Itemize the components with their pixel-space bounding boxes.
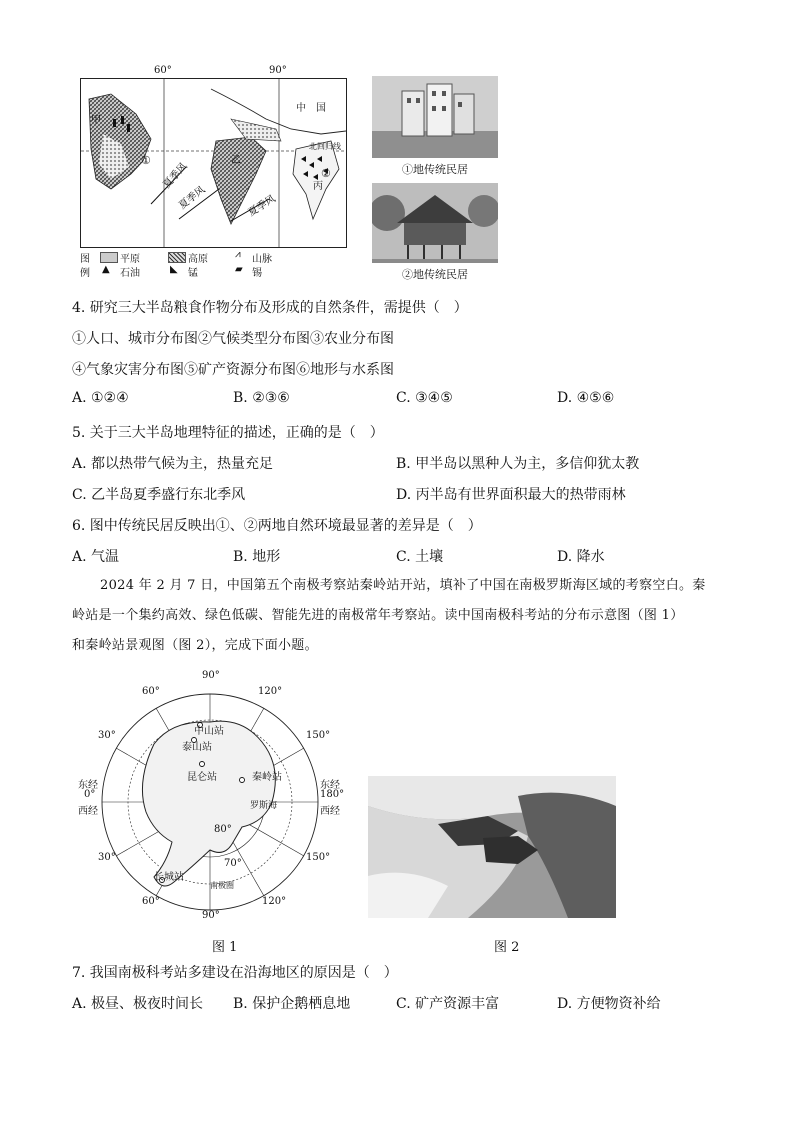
polar-label-150-bottom-right: 150° (306, 852, 331, 863)
plain-swatch (100, 252, 118, 263)
photo-2-caption: ②地传统民居 (402, 268, 468, 281)
label-bing: 丙 (313, 181, 323, 192)
ross-sea-label: 罗斯海 (250, 801, 278, 811)
lon-60-label: 60° (154, 65, 172, 76)
qinling-station-photo (368, 776, 616, 918)
polar-label-30-bottom-left: 30° (98, 852, 116, 863)
fig1-caption: 图 1 (212, 940, 238, 955)
wind-label-2: 夏季风 (177, 184, 208, 212)
photo-1-caption: ①地传统民居 (402, 163, 468, 176)
q5-stem: 5. 关于三大半岛地理特征的描述，正确的是（ ） (72, 425, 384, 441)
q6-option-a[interactable]: A. 气温 (72, 549, 120, 565)
legend-li: 例 (80, 268, 90, 279)
label-site-2: ② (321, 167, 331, 180)
kunlun-station-marker (200, 762, 205, 767)
q5-option-d[interactable]: D. 丙半岛有世界面积最大的热带雨林 (396, 487, 626, 503)
zhongshan-station-label: 中山站 (194, 726, 224, 737)
q4-option-d[interactable]: D. ④⑤⑥ (557, 390, 615, 406)
polar-label-30-left: 30° (98, 730, 116, 741)
map-legend (80, 250, 350, 280)
q7-option-d[interactable]: D. 方便物资补给 (557, 996, 661, 1012)
label-jia: 甲 (91, 115, 101, 126)
polar-label-90-bottom: 90° (202, 910, 220, 921)
passage-line-1: 2024 年 2 月 7 日，中国第五个南极考察站秦岭站开站，填补了中国在南极罗斯海区域的考察空白。秦 (100, 578, 706, 593)
legend-plateau: 高原 (188, 254, 208, 265)
polar-label-zero: 0° (84, 789, 96, 800)
changcheng-station-label: 长城站 (154, 872, 184, 883)
polar-label-120-top: 120° (258, 686, 283, 697)
q6-option-c[interactable]: C. 土壤 (396, 549, 444, 565)
antarctic-station-map (78, 670, 354, 922)
legend-plain: 平原 (120, 254, 140, 265)
q7-option-b[interactable]: B. 保护企鹅栖息地 (233, 996, 351, 1012)
q4-line2: ④气象灾害分布图⑤矿产资源分布图⑥地形与水系图 (72, 362, 394, 378)
wind-label-3: 夏季风 (246, 193, 278, 219)
q6-option-b[interactable]: B. 地形 (233, 549, 281, 565)
qinling-station-label: 秦岭站 (252, 772, 282, 783)
latitude-80-label: 80° (214, 824, 232, 835)
q7-option-c[interactable]: C. 矿产资源丰富 (396, 996, 500, 1012)
tropic-label: 北回归线 (309, 142, 341, 151)
qinling-station-marker (240, 778, 245, 783)
south-asia-peninsula-map (80, 65, 347, 248)
taishan-station-label: 泰山站 (182, 742, 212, 753)
plateau-swatch (168, 252, 186, 263)
polar-label-west-right: 西经 (320, 806, 340, 817)
passage-line-2: 岭站是一个集约高效、绿色低碳、智能先进的南极常年考察站。读中国南极科考站的分布示意图（图 1） (72, 608, 684, 623)
polar-label-120-bottom: 120° (262, 896, 287, 907)
q7-stem: 7. 我国南极科考站多建设在沿海地区的原因是（ ） (72, 965, 398, 981)
lon-90-label: 90° (269, 65, 287, 76)
label-yi: 乙 (231, 155, 241, 166)
q6-option-d[interactable]: D. 降水 (557, 549, 605, 565)
photo-dwelling-2 (372, 183, 498, 263)
q5-option-b[interactable]: B. 甲半岛以黑种人为主，多信仰犹太教 (396, 456, 640, 472)
oil-icon: ▲ (102, 264, 110, 275)
wind-label-1: 夏季风 (161, 161, 190, 191)
mountain-icon: ⩘ (235, 249, 241, 260)
q4-option-b[interactable]: B. ②③⑥ (233, 390, 290, 406)
polar-label-east-right: 东经 (320, 780, 340, 791)
polar-label-90-top: 90° (202, 670, 220, 681)
q4-option-a[interactable]: A. ①②④ (72, 390, 129, 406)
fig2-caption: 图 2 (494, 940, 520, 955)
legend-tin: 锡 (252, 268, 262, 279)
legend-tu: 图 (80, 254, 90, 265)
legend-mountain: 山脉 (252, 254, 272, 265)
polar-label-west-left: 西经 (78, 806, 98, 817)
polar-label-60-bottom: 60° (142, 896, 160, 907)
legend-manganese: 锰 (188, 268, 198, 279)
latitude-70-label: 70° (224, 858, 242, 869)
china-label: 中 国 (296, 103, 326, 114)
antarctic-circle-label: 南极圈 (210, 881, 234, 890)
arabian-peninsula (89, 94, 151, 189)
kunlun-station-label: 昆仑站 (187, 772, 217, 783)
label-site-1: ① (141, 154, 151, 167)
manganese-icon: ◣ (170, 264, 178, 275)
passage-line-3: 和秦岭站景观图（图 2），完成下面小题。 (72, 638, 318, 653)
q5-option-a[interactable]: A. 都以热带气候为主，热量充足 (72, 456, 274, 472)
q6-stem: 6. 图中传统民居反映出①、②两地自然环境最显著的差异是（ ） (72, 518, 482, 534)
q5-option-c[interactable]: C. 乙半岛夏季盛行东北季风 (72, 487, 246, 503)
polar-label-60-top: 60° (142, 686, 160, 697)
photo-dwelling-1 (372, 76, 498, 158)
polar-label-east-left: 东经 (78, 780, 98, 791)
q4-line1: ①人口、城市分布图②气候类型分布图③农业分布图 (72, 331, 394, 347)
q7-option-a[interactable]: A. 极昼、极夜时间长 (72, 996, 204, 1012)
polar-label-180: 180° (320, 789, 345, 800)
polar-label-150-right: 150° (306, 730, 331, 741)
q4-stem: 4. 研究三大半岛粮食作物分布及形成的自然条件，需提供（ ） (72, 300, 468, 316)
tin-icon: ▰ (235, 264, 243, 275)
legend-oil: 石油 (120, 268, 140, 279)
q4-option-c[interactable]: C. ③④⑤ (396, 390, 453, 406)
